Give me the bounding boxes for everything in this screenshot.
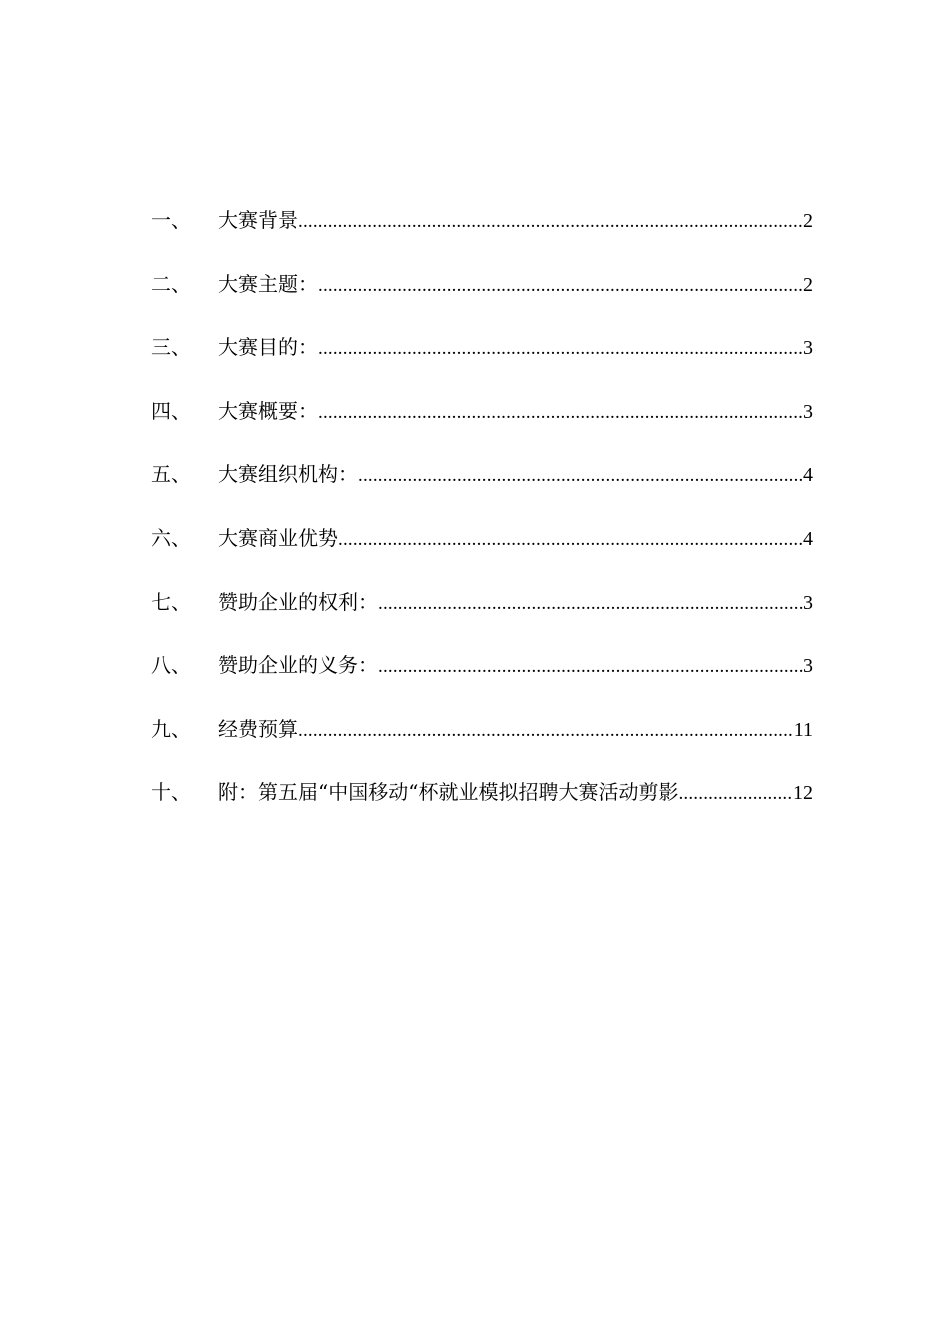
toc-title: 大赛目的： (218, 335, 318, 360)
toc-entry-3[interactable] (151, 327, 813, 391)
toc-leader-dots (318, 393, 803, 433)
toc-number: 二、 (151, 271, 191, 296)
toc-page-number: 3 (803, 655, 813, 678)
toc-entry-5[interactable] (151, 454, 813, 518)
toc-entry-1[interactable] (151, 200, 813, 264)
toc-leader-dots (318, 266, 803, 306)
toc-number: 八、 (151, 653, 191, 678)
toc-page-number: 2 (803, 210, 813, 232)
toc-entry-2[interactable] (151, 264, 813, 328)
toc-number: 六、 (151, 525, 191, 550)
toc-number: 一、 (151, 208, 191, 232)
toc-entry-9[interactable] (151, 709, 813, 773)
toc-title: 大赛组织机构： (218, 462, 358, 487)
toc-title: 赞助企业的权利： (218, 589, 378, 614)
toc-page-number: 11 (793, 718, 813, 741)
toc-page-number: 3 (803, 591, 813, 614)
toc-title: 经费预算 (218, 716, 298, 741)
toc-title: 大赛主题： (218, 271, 318, 296)
toc-leader-dots (378, 647, 803, 687)
toc-page-number: 4 (803, 527, 813, 550)
toc-number: 九、 (151, 716, 191, 741)
table-of-contents (151, 200, 813, 836)
toc-number: 五、 (151, 462, 191, 487)
toc-leader-dots (298, 202, 803, 242)
toc-title: 赞助企业的义务： (218, 653, 378, 678)
toc-leader-dots (338, 520, 803, 560)
toc-leader-dots (318, 329, 803, 369)
toc-title: 大赛商业优势 (218, 525, 338, 550)
toc-entry-4[interactable] (151, 391, 813, 455)
toc-number: 七、 (151, 589, 191, 614)
toc-leader-dots (378, 584, 803, 624)
toc-entry-7[interactable] (151, 582, 813, 646)
toc-page-number: 2 (803, 273, 813, 296)
toc-title: 大赛背景 (218, 208, 298, 232)
toc-page-number: 3 (803, 337, 813, 360)
toc-leader-dots (298, 711, 794, 751)
toc-title: 大赛概要： (218, 398, 318, 423)
toc-leader-dots (358, 456, 803, 496)
toc-number: 十、 (151, 780, 191, 805)
toc-entry-8[interactable] (151, 645, 813, 709)
toc-number: 三、 (151, 335, 191, 360)
toc-leader-dots (678, 774, 793, 814)
toc-page-number: 4 (803, 464, 813, 487)
toc-entry-6[interactable] (151, 518, 813, 582)
toc-page-number: 12 (793, 782, 813, 805)
toc-entry-10[interactable] (151, 772, 813, 836)
toc-title: 附：第五届“中国移动“杯就业模拟招聘大赛活动剪影 (218, 780, 679, 805)
toc-number: 四、 (151, 398, 191, 423)
toc-page-number: 3 (803, 400, 813, 423)
